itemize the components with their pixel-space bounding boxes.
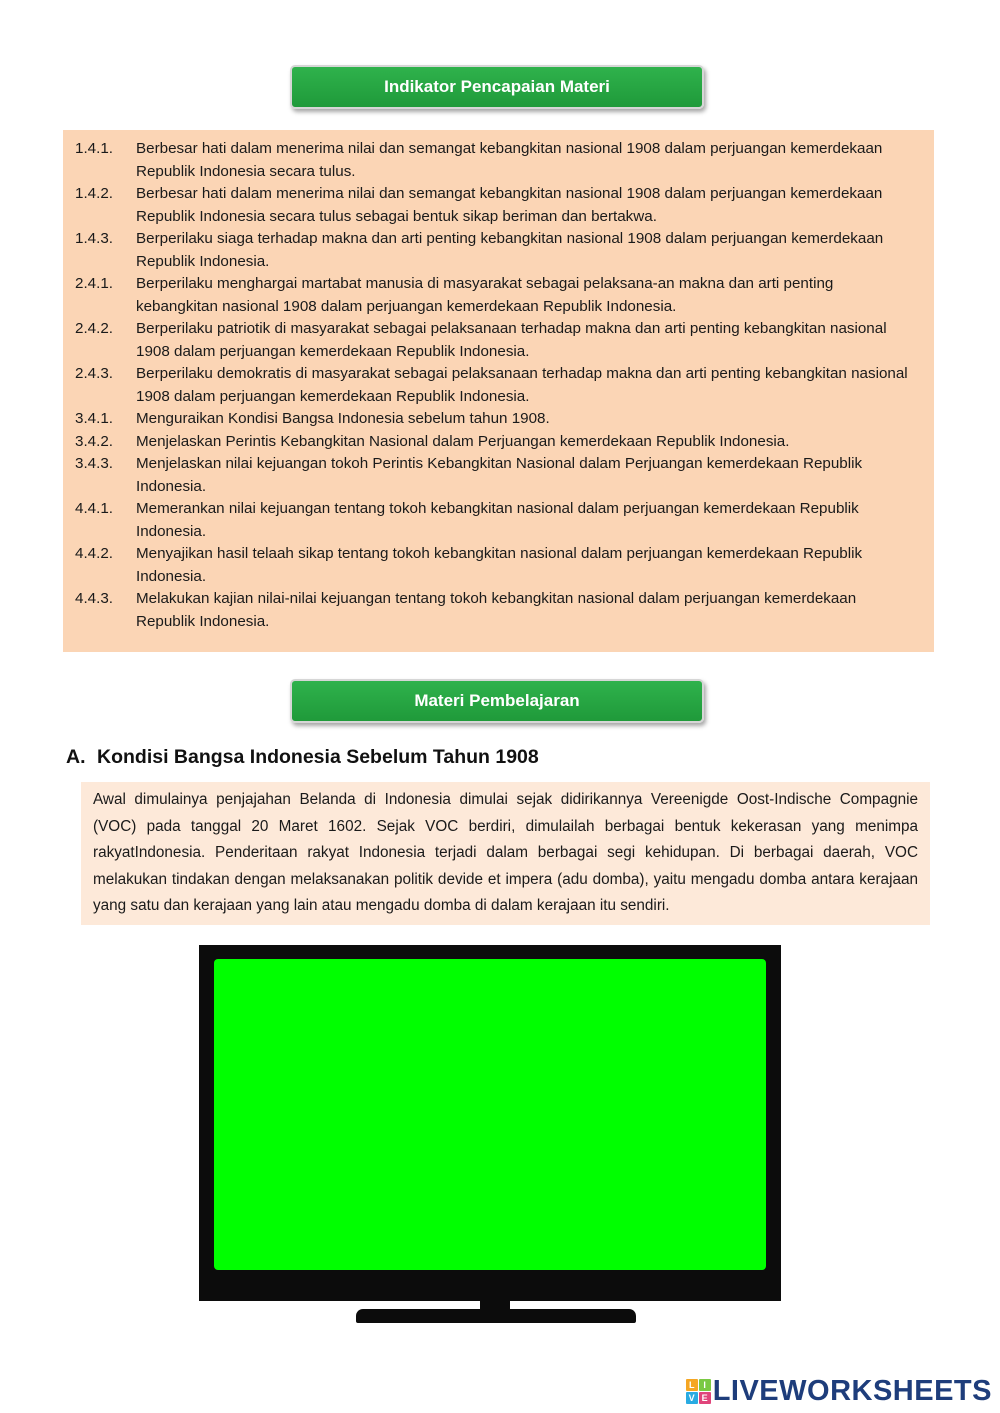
list-item: [75, 138, 914, 183]
indicator-text: Berperilaku patriotik di masyarakat sebagai pelaksanaan terhadap makna dan arti penting kebangkitan nasional 1908 dalam perjuangan kemerdekaan Republik Indonesia.: [136, 320, 887, 360]
list-item: [75, 453, 914, 498]
banner-indikator-pencapaian: [290, 65, 704, 109]
indicator-text: Berperilaku demokratis di masyarakat sebagai pelaksanaan terhadap makna dan arti penting kebangkitan nasional 1908 dalam perjuangan kemerdekaan Republik Indonesia.: [136, 365, 908, 405]
indicator-text: Berperilaku siaga terhadap makna dan arti penting kebangkitan nasional 1908 dalam perjuangan kemerdekaan Republik Indonesia.: [136, 230, 884, 270]
indicator-number: 1.4.1.: [75, 140, 113, 157]
section-letter: A.: [66, 746, 86, 768]
list-item: [75, 273, 914, 318]
logo-letter: E: [699, 1392, 711, 1404]
indicator-text: Berbesar hati dalam menerima nilai dan semangat kebangkitan nasional 1908 dalam perjuangan kemerdekaan Republik Indonesia secara tulus sebagai bentuk sikap beriman dan bertakwa.: [136, 185, 883, 225]
indicator-text: Menjelaskan Perintis Kebangkitan Nasional dalam Perjuangan kemerdekaan Republik Indonesia.: [136, 432, 790, 450]
logo-letter: L: [686, 1379, 698, 1391]
section-title: Kondisi Bangsa Indonesia Sebelum Tahun 1908: [97, 746, 539, 768]
indicator-number: 2.4.1.: [75, 275, 113, 292]
indicator-text: Menjelaskan nilai kejuangan tokoh Perintis Kebangkitan Nasional dalam Perjuangan kemerdekaan Republik Indonesia.: [136, 455, 863, 495]
indicator-text: Menguraikan Kondisi Bangsa Indonesia sebelum tahun 1908.: [136, 410, 550, 427]
list-item: [75, 363, 914, 408]
list-item: [75, 498, 914, 543]
logo-letter: V: [686, 1392, 698, 1404]
indicator-number: 4.4.1.: [75, 500, 113, 517]
banner-materi-pembelajaran: [290, 679, 704, 723]
indicator-number: 4.4.2.: [75, 545, 113, 562]
intro-paragraph: Awal dimulainya penjajahan Belanda di Indonesia dimulai sejak didirikannya Vereenigde Oost-Indische Compagnie (VOC) pada tanggal 20 Maret 1602. Sejak VOC berdiri, dimulailah berbagai bentuk kekerasan yang menimpa rakyatIndonesia. Penderitaan rakyat Indonesia terjadi dalam berbagai segi kehidupan. Di berbagai daerah, VOC melakukan tindakan dengan melaksanakan politik devide et impera (adu domba), yaitu mengadu domba antara kerajaan yang satu dan kerajaan yang lain atau mengadu domba di dalam kerajaan itu sendiri.: [81, 782, 930, 925]
liveworksheets-logo: [686, 1375, 992, 1408]
indicator-text: Berbesar hati dalam menerima nilai dan semangat kebangkitan nasional 1908 dalam perjuangan kemerdekaan Republik Indonesia secara tulus.: [136, 140, 883, 180]
indicator-number: 3.4.1.: [75, 410, 113, 427]
section-heading: [66, 746, 539, 769]
indicator-list: [63, 130, 934, 652]
indicator-text: Melakukan kajian nilai-nilai kejuangan tentang tokoh kebangkitan nasional dalam perjuangan kemerdekaan Republik Indonesia.: [136, 590, 857, 630]
indicator-number: 1.4.2.: [75, 185, 113, 202]
tv-stand-base: [356, 1309, 636, 1323]
indicator-text: Menyajikan hasil telaah sikap tentang tokoh kebangkitan nasional dalam perjuangan kemerdekaan Republik Indonesia.: [136, 545, 863, 585]
indicator-number: 2.4.3.: [75, 365, 113, 382]
indicator-number: 3.4.2.: [75, 432, 113, 450]
indicator-text: Memerankan nilai kejuangan tentang tokoh kebangkitan nasional dalam perjuangan kemerdekaan Republik Indonesia.: [136, 500, 859, 540]
logo-icon: [686, 1379, 711, 1404]
list-item: [75, 588, 914, 633]
list-item: [75, 318, 914, 363]
video-screen[interactable]: [214, 959, 766, 1270]
indicator-number: 4.4.3.: [75, 590, 113, 607]
list-item: [75, 228, 914, 273]
banner-title: Materi Pembelajaran: [414, 691, 580, 710]
indicator-text: Berperilaku menghargai martabat manusia di masyarakat sebagai pelaksana-an makna dan arti penting kebangkitan nasional 1908 dalam perjuangan kemerdekaan Republik Indonesia.: [136, 275, 834, 315]
list-item: [75, 431, 914, 454]
list-item: [75, 408, 914, 431]
indicator-number: 1.4.3.: [75, 230, 113, 247]
list-item: [75, 183, 914, 228]
indicator-number: 3.4.3.: [75, 455, 113, 472]
list-item: [75, 543, 914, 588]
indicator-number: 2.4.2.: [75, 320, 113, 337]
tv-frame: [199, 945, 781, 1301]
logo-text: LIVEWORKSHEETS: [712, 1375, 992, 1407]
logo-letter: I: [699, 1379, 711, 1391]
banner-title: Indikator Pencapaian Materi: [384, 77, 610, 96]
